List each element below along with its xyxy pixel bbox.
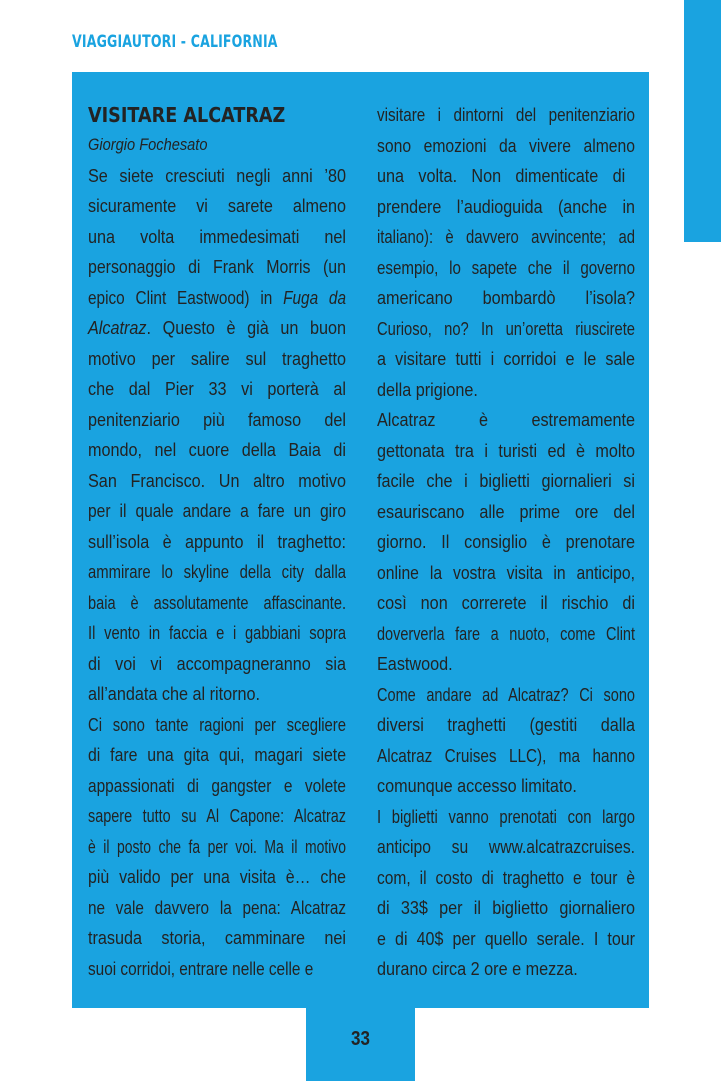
article-body-right xyxy=(377,100,635,985)
article-line: esauriscano alle prime ore del xyxy=(377,501,635,522)
article-line: ne vale davvero la pena: Alcatraz xyxy=(88,897,347,918)
article-line: epico Clint Eastwood) in Fuga da xyxy=(88,287,347,308)
article-line: e di 40$ per quello serale. I tour xyxy=(377,928,635,949)
article-line: facile che i biglietti giornalieri si xyxy=(377,471,635,491)
article-line: giorno. Il consiglio è prenotare xyxy=(377,532,635,552)
article-author: Giorgio Fochesato xyxy=(88,135,208,154)
article-line: all’andata che al ritorno. xyxy=(88,684,261,704)
article-line: della prigione. xyxy=(377,379,478,400)
article-line: sull’isola è appunto il traghetto: xyxy=(88,531,346,552)
article-line: Alcatraz è estremamente xyxy=(377,410,635,430)
side-color-tab xyxy=(684,0,721,242)
article-body-left xyxy=(88,161,346,985)
article-line: italiano): è davvero avvincente; ad xyxy=(377,227,635,247)
article-line: è il posto che fa per voi. Ma il motivo xyxy=(88,836,346,857)
article-line: Ci sono tante ragioni per scegliere xyxy=(88,714,347,735)
article-line: una volta immedesimati nel xyxy=(88,226,347,247)
article-box xyxy=(72,72,649,1008)
article-line: Il vento in faccia e i gabbiani sopra xyxy=(88,623,347,643)
article-line: diversi traghetti (gestiti dalla xyxy=(377,715,636,735)
article-line: I biglietti vanno prenotati con largo xyxy=(377,806,635,827)
article-line: visitare i dintorni del penitenziario xyxy=(377,105,635,125)
article-line: suoi corridoi, entrare nelle celle e xyxy=(88,958,314,979)
article-line: una volta. Non dimenticate di xyxy=(377,166,626,186)
article-line: mondo, nel cuore della Baia di xyxy=(88,440,347,460)
article-line: Come andare ad Alcatraz? Ci sono xyxy=(377,684,635,705)
article-line: motivo per salire sul traghetto xyxy=(88,348,347,369)
article-line: ammirare lo skyline della city dalla xyxy=(88,562,347,582)
article-title: VISITARE ALCATRAZ xyxy=(88,103,286,127)
article-line: appassionati di gangster e volete xyxy=(88,775,346,796)
article-line: di voi vi accompagneranno sia xyxy=(88,653,347,674)
article-line: così non correrete il rischio di xyxy=(377,593,635,613)
article-column-left xyxy=(88,100,346,984)
article-line: com, il costo di traghetto e tour è xyxy=(377,867,635,888)
article-line: trasuda storia, camminare nei xyxy=(88,928,347,948)
article-line: sicuramente vi sarete almeno xyxy=(88,196,347,216)
article-line: per il quale andare a fare un giro xyxy=(88,501,346,521)
article-line: baia è assolutamente affascinante. xyxy=(88,592,347,613)
article-line: che dal Pier 33 vi porterà al xyxy=(88,379,347,399)
article-line: di 33$ per il biglietto giornaliero xyxy=(377,898,636,918)
article-line: doververla fare a nuoto, come Clint xyxy=(377,623,635,644)
article-line: penitenziario più famoso del xyxy=(88,409,347,430)
article-line: a visitare tutti i corridoi e le sale xyxy=(377,349,636,369)
article-line: prendere l’audioguida (anche in xyxy=(377,196,636,217)
article-line: di fare una gita qui, magari siete xyxy=(88,745,347,765)
article-line: gettonata tra i turisti ed è molto xyxy=(377,440,636,461)
article-line: Alcatraz Cruises LLC), ma hanno xyxy=(377,745,635,766)
article-line: Alcatraz. Questo è già un buon xyxy=(88,318,347,338)
article-line: online la vostra visita in anticipo, xyxy=(377,562,636,583)
article-line: comunque accesso limitato. xyxy=(377,776,577,796)
article-line: Se siete cresciuti negli anni ’80 xyxy=(88,165,347,186)
page-number-tab xyxy=(306,1008,415,1081)
running-header: VIAGGIAUTORI - CALIFORNIA xyxy=(72,32,278,52)
article-line: sono emozioni da vivere almeno xyxy=(377,135,635,156)
article-line: Curioso, no? In un’oretta riuscirete xyxy=(377,318,635,339)
page-number: 33 xyxy=(351,1028,370,1050)
article-line: personaggio di Frank Morris (un xyxy=(88,257,346,277)
article-column-right xyxy=(377,100,635,985)
article-line: anticipo su www.alcatrazcruises. xyxy=(377,837,635,857)
article-line: durano circa 2 ore e mezza. xyxy=(377,959,578,979)
article-line: americano bombardò l’isola? xyxy=(377,288,636,308)
article-line: sapere tutto su Al Capone: Alcatraz xyxy=(88,806,347,826)
article-line: San Francisco. Un altro motivo xyxy=(88,470,347,491)
article-line: Eastwood. xyxy=(377,654,453,674)
article-line: esempio, lo sapete che il governo xyxy=(377,257,636,278)
article-line: più valido per una visita è… che xyxy=(88,867,346,887)
